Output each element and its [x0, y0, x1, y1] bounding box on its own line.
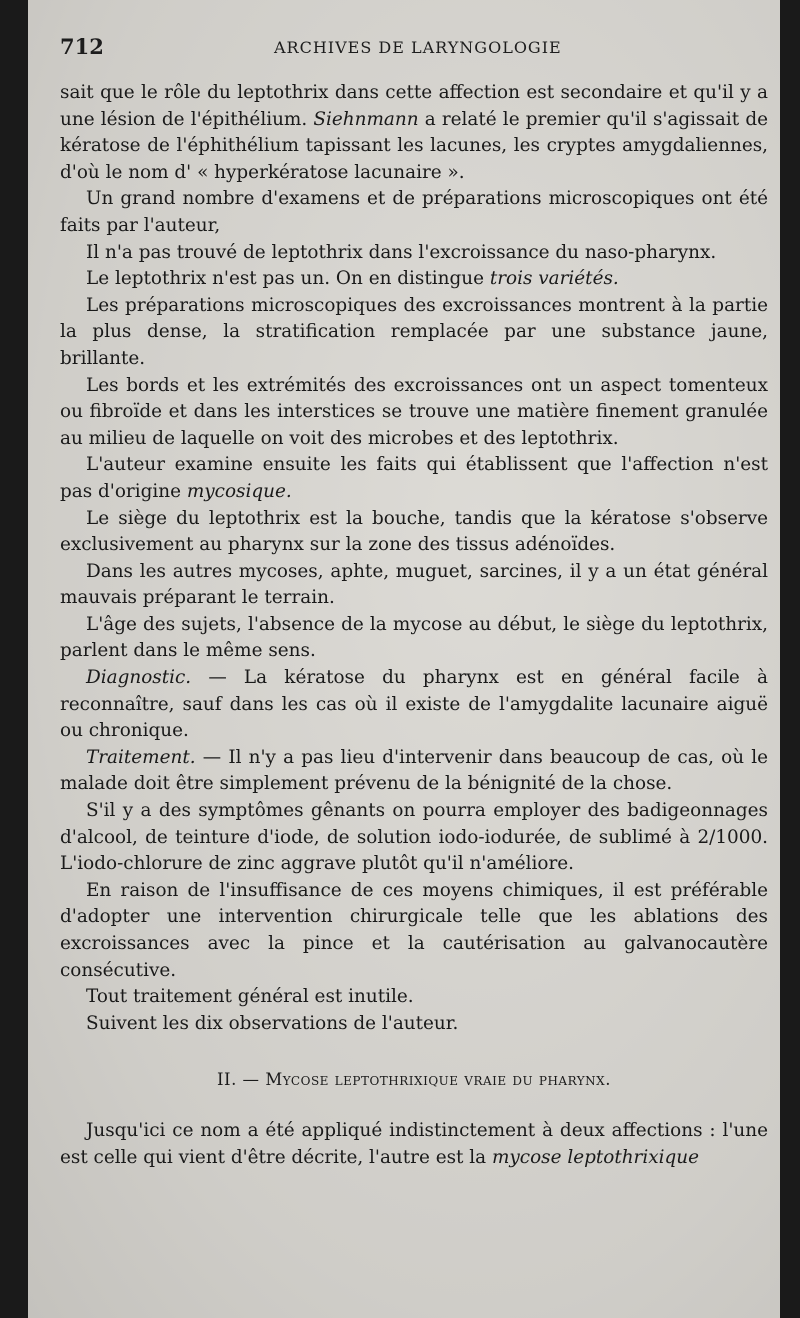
paragraph: S'il y a des symptômes gênants on pourra employer des badigeonnages d'alcool, de teinture d'iode, de solution iodo-iodurée, de sublimé à 2/1000. L'iodo-chlorure de zinc aggrave plutôt qu'il n'améliore. — [60, 800, 768, 875]
paragraph: Un grand nombre d'examens et de préparations microscopiques ont été faits par l'auteur, — [60, 188, 768, 236]
body-text — [60, 80, 768, 1171]
paragraph-text: Le leptothrix n'est pas un. On en distingue — [86, 268, 484, 290]
paragraph: Le siège du leptothrix est la bouche, tandis que la kératose s'observe exclusivement au pharynx sur la zone des tissus adénoïdes. — [60, 507, 768, 556]
running-title: ARCHIVES DE LARYNGOLOGIE — [274, 38, 562, 57]
paragraph — [60, 80, 768, 186]
paragraph-text: a relaté le premier qu'il s'agissait de kératose de l'éphithélium tapissant les lacunes, les cryptes amygdaliennes, d'où le nom d' « hyperkératose lacunaire ». — [60, 108, 768, 183]
paragraph: Tout traitement général est inutile. — [86, 986, 414, 1008]
paragraph-text: — La kératose du pharynx est en général facile à reconnaître, sauf dans les cas où il existe de l'amygdalite lacunaire aiguë ou chronique. — [60, 667, 768, 742]
paragraph — [60, 745, 768, 798]
paragraph: Il n'a pas trouvé de leptothrix dans l'excroissance du naso-pharynx. — [86, 241, 717, 263]
diagnostic-heading: Diagnostic. — [86, 667, 192, 689]
paragraph — [60, 1118, 768, 1171]
paragraph: Suivent les dix observations de l'auteur. — [86, 1012, 459, 1034]
author-name: Siehnmann — [313, 108, 419, 130]
paragraph — [60, 266, 768, 293]
paragraph-text: — Il n'y a pas lieu d'intervenir dans beaucoup de cas, où le malade doit être simplement prévenu de la bénignité de la chose. — [60, 746, 768, 795]
scanned-page — [28, 0, 780, 1318]
page-number: 712 — [60, 34, 104, 59]
paragraph: L'âge des sujets, l'absence de la mycose au début, le siège du leptothrix, parlent dans le même sens. — [60, 613, 768, 662]
italic-text: trois variétés. — [489, 268, 619, 290]
italic-text: mycose leptothrixique — [491, 1146, 699, 1168]
paragraph-text: L'auteur examine ensuite les faits qui établissent que l'affection n'est pas d'origine — [60, 454, 768, 502]
treatment-heading: Traitement. — [86, 746, 196, 768]
page-header — [60, 34, 740, 60]
paragraph: Dans les autres mycoses, aphte, muguet, sarcines, il y a un état général mauvais préparant le terrain. — [60, 560, 768, 609]
paragraph: Les préparations microscopiques des excroissances montrent à la partie la plus dense, la stratification remplacée par une substance jaune, brillante. — [60, 294, 768, 369]
section-number: II. — — [217, 1070, 260, 1090]
section-title: Mycose leptothrixique vraie du pharynx. — [265, 1070, 611, 1090]
paragraph — [60, 452, 768, 505]
paragraph — [60, 665, 768, 745]
paragraph: Les bords et les extrémités des excroissances ont un aspect tomenteux ou fibroïde et dans les interstices se trouve une matière finement granulée au milieu de laquelle on voit des microbes et des leptothrix. — [60, 374, 768, 449]
italic-text: mycosique. — [186, 480, 292, 502]
paragraph-text: Jusqu'ici ce nom a été appliqué indistinctement à deux affections : l'une est celle qui vient d'être décrite, l'autre est la — [60, 1119, 768, 1168]
paragraph-text: sait que le rôle du leptothrix dans cette affection est secondaire et qu'il y a une lésion de l'épithélium. — [60, 82, 768, 130]
section-heading — [60, 1067, 768, 1094]
paragraph: En raison de l'insuffisance de ces moyens chimiques, il est préférable d'adopter une intervention chirurgicale telle que les ablations des excroissances avec la pince et la cautérisation au galvanocautère consécutive. — [60, 879, 768, 981]
